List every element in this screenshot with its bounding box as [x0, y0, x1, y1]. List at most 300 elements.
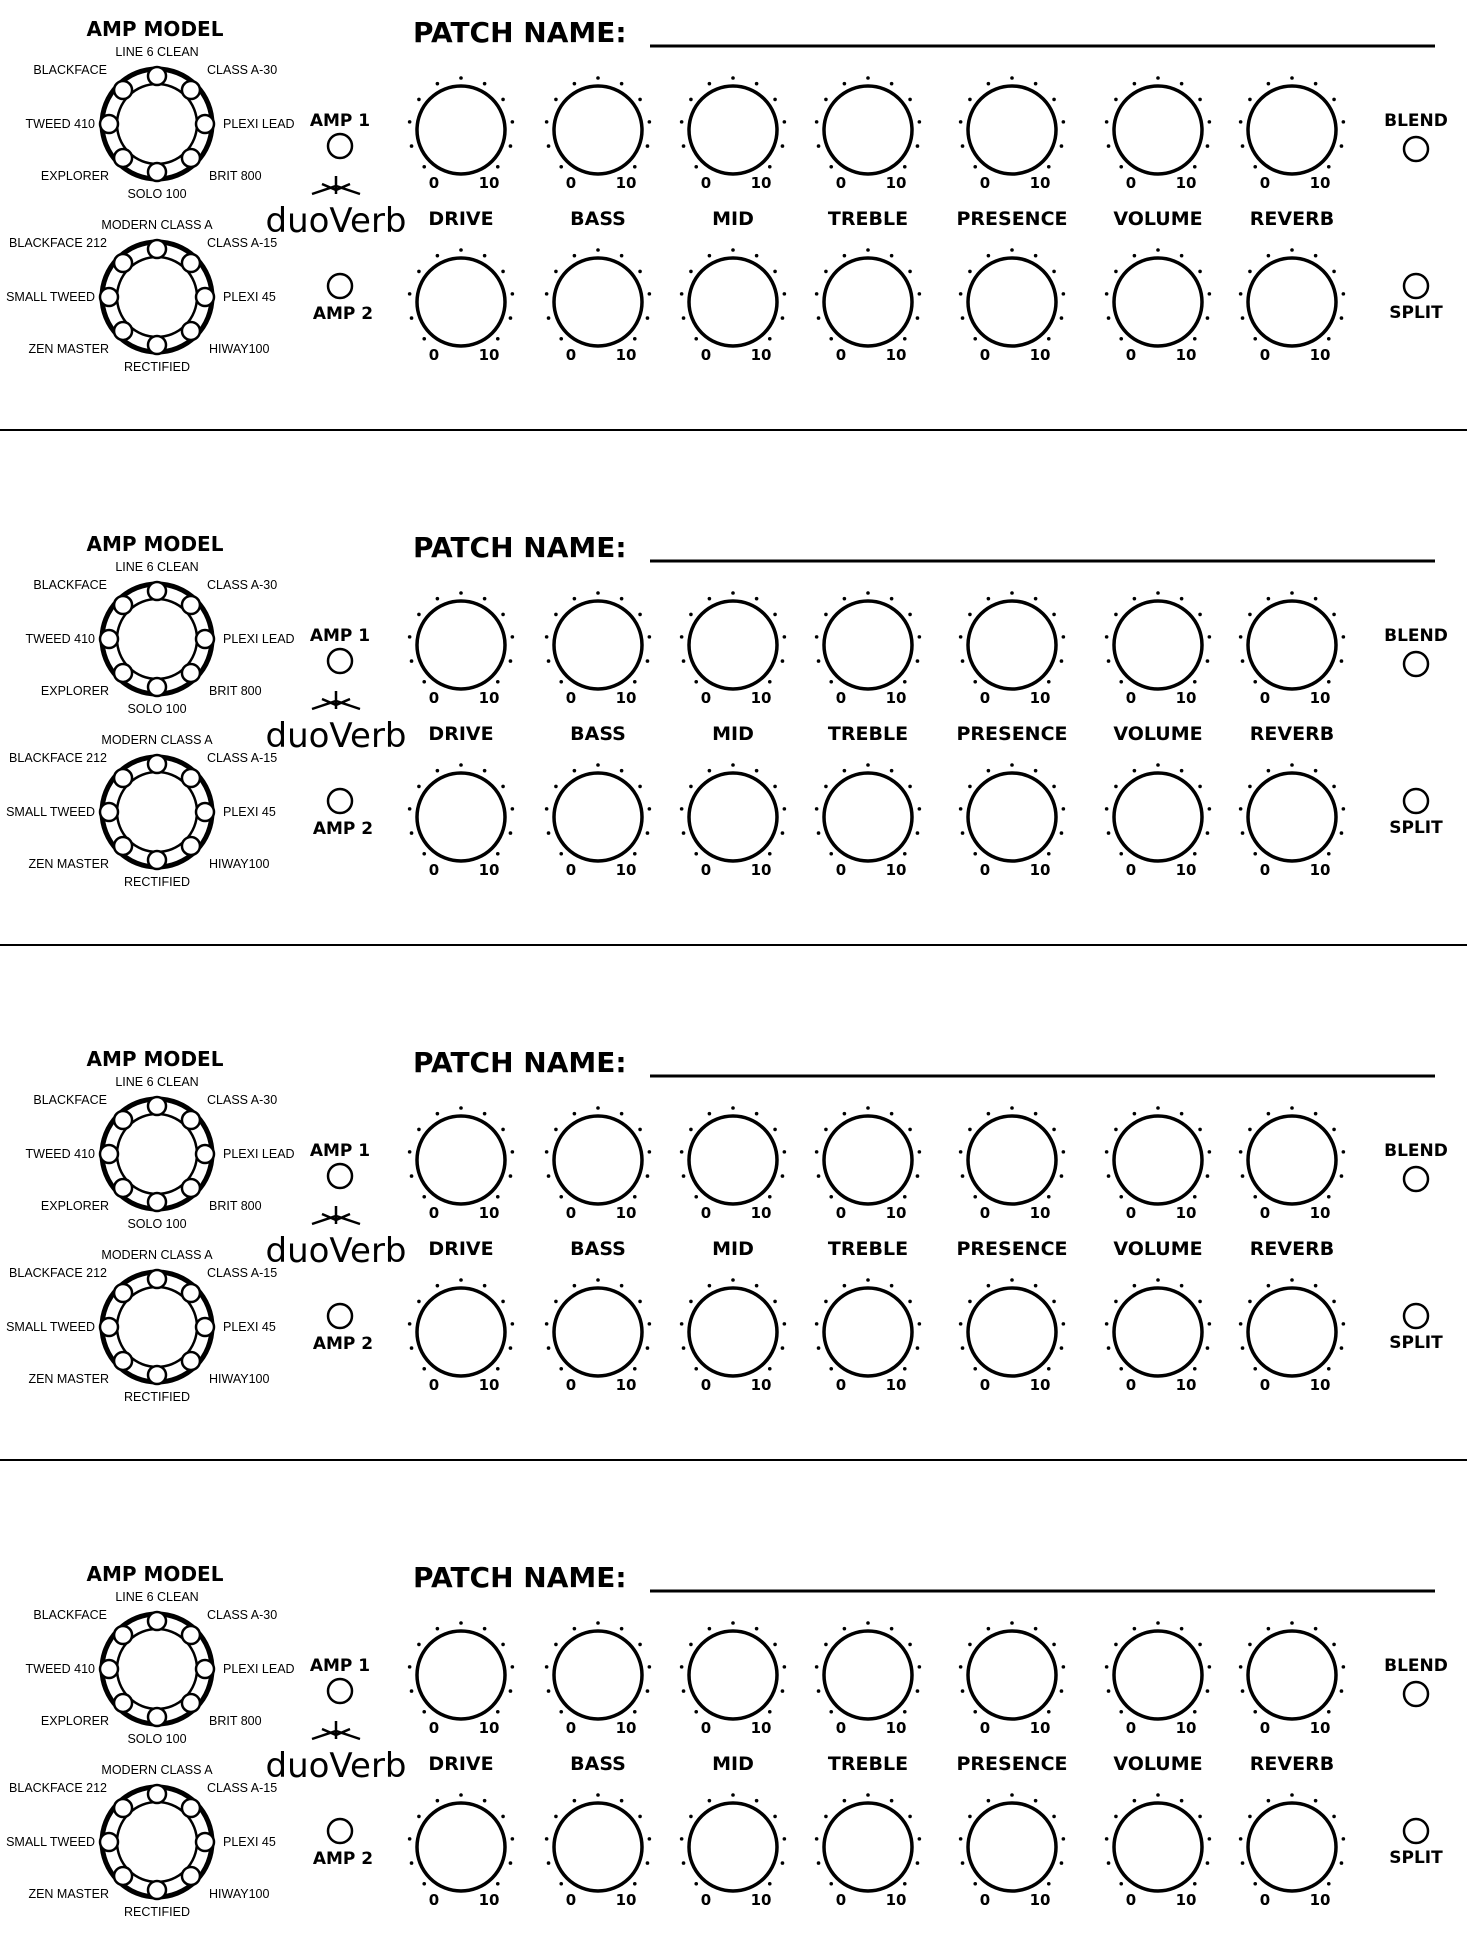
logo-text: duoVerb — [265, 201, 407, 241]
amp2-knob-drive[interactable] — [417, 773, 505, 861]
scale-tick — [1062, 1322, 1066, 1326]
scale-tick — [1327, 1195, 1331, 1199]
scale-tick — [1332, 1300, 1336, 1304]
scale-tick — [959, 807, 963, 811]
scale-tick — [1206, 144, 1210, 148]
scale-tick — [1208, 1837, 1212, 1841]
amp1-knob-treble[interactable] — [824, 601, 912, 689]
scale-tick — [731, 248, 735, 252]
scale-tick — [1206, 659, 1210, 663]
amp1-knob-mid[interactable] — [689, 601, 777, 689]
scale-min-label: 0 — [565, 1204, 577, 1222]
scale-tick — [829, 852, 833, 856]
amp2-model-selector-position[interactable] — [196, 1318, 214, 1336]
amp2-knob-bass[interactable] — [554, 1803, 642, 1891]
scale-tick — [459, 76, 463, 80]
amp1-model-selector-position[interactable] — [148, 1097, 166, 1115]
scale-tick — [408, 635, 412, 639]
amp2-model-selector-model-label: HIWAY100 — [209, 342, 270, 356]
scale-tick — [1198, 1643, 1202, 1647]
logo-text: duoVerb — [265, 1746, 407, 1786]
amp1-knob-bass[interactable] — [554, 86, 642, 174]
scale-tick — [496, 1710, 500, 1714]
scale-tick — [815, 807, 819, 811]
amp2-knob-presence[interactable] — [968, 258, 1056, 346]
scale-tick — [620, 1799, 624, 1803]
scale-tick — [1198, 270, 1202, 274]
amp2-knob-presence[interactable] — [968, 1803, 1056, 1891]
scale-min-label: 0 — [700, 861, 712, 879]
scale-tick — [459, 591, 463, 595]
scale-tick — [496, 1367, 500, 1371]
amp2-knob-reverb[interactable] — [1248, 258, 1336, 346]
amp1-model-selector-model-label: BRIT 800 — [209, 1714, 262, 1728]
amp1-knob-mid[interactable] — [689, 1631, 777, 1719]
scale-tick — [509, 1346, 513, 1350]
amp1-model-selector-position[interactable] — [148, 1193, 166, 1211]
amp2-model-selector-model-label: SMALL TWEED — [6, 290, 95, 304]
scale-tick — [1062, 1837, 1066, 1841]
scale-tick — [1156, 1106, 1160, 1110]
scale-tick — [987, 1799, 991, 1803]
amp1-label: AMP 1 — [309, 1141, 371, 1161]
scale-tick — [731, 1793, 735, 1797]
scale-tick — [1248, 1128, 1252, 1132]
scale-tick — [620, 1627, 624, 1631]
scale-tick — [633, 1367, 637, 1371]
amp1-led — [328, 649, 352, 673]
scale-tick — [1253, 1195, 1257, 1199]
amp2-knob-bass[interactable] — [554, 773, 642, 861]
amp2-model-selector-position[interactable] — [148, 1785, 166, 1803]
scale-tick — [987, 1112, 991, 1116]
scale-tick — [987, 1284, 991, 1288]
scale-tick — [1290, 248, 1294, 252]
amp2-model-selector-position[interactable] — [114, 1352, 132, 1370]
amp1-model-selector-model-label: LINE 6 CLEAN — [115, 560, 199, 574]
patch-name-label: PATCH NAME: — [413, 16, 627, 49]
scale-tick — [768, 1882, 772, 1886]
scale-tick — [1062, 292, 1066, 296]
scale-tick — [422, 1710, 426, 1714]
amp1-knob-treble[interactable] — [824, 1116, 912, 1204]
scale-tick — [596, 248, 600, 252]
scale-max-label: 10 — [1309, 174, 1331, 192]
amp1-knob-volume[interactable] — [1114, 1631, 1202, 1719]
amp1-model-selector-position[interactable] — [114, 1694, 132, 1712]
amp2-knob-volume[interactable] — [1114, 1803, 1202, 1891]
scale-tick — [1314, 1284, 1318, 1288]
scale-max-label: 10 — [478, 346, 500, 364]
scale-min-label: 0 — [979, 1891, 991, 1909]
scale-tick — [501, 1643, 505, 1647]
amp-model-title: AMP MODEL — [86, 1562, 224, 1586]
scale-tick — [866, 1793, 870, 1797]
amp2-model-selector-position[interactable] — [148, 851, 166, 869]
scale-tick — [646, 144, 650, 148]
scale-tick — [1105, 1322, 1109, 1326]
amp1-model-selector-position[interactable] — [196, 1145, 214, 1163]
amp2-knob-mid[interactable] — [689, 1803, 777, 1891]
amp1-knob-reverb[interactable] — [1248, 601, 1336, 689]
scale-tick — [1253, 1882, 1257, 1886]
amp1-model-selector-position[interactable] — [148, 163, 166, 181]
amp1-model-selector-position[interactable] — [148, 67, 166, 85]
amp2-knob-treble[interactable] — [824, 1803, 912, 1891]
amp1-model-selector-position[interactable] — [114, 1179, 132, 1197]
duoverb-logo — [265, 176, 406, 241]
amp1-knob-treble[interactable] — [824, 1631, 912, 1719]
scale-tick — [1342, 635, 1346, 639]
scale-tick — [1034, 1627, 1038, 1631]
scale-tick — [708, 1627, 712, 1631]
knob-label-treble: TREBLE — [827, 1238, 909, 1260]
scale-tick — [1206, 1174, 1210, 1178]
scale-tick — [1340, 1689, 1344, 1693]
scale-tick — [817, 831, 821, 835]
scale-tick — [648, 1322, 652, 1326]
amp2-model-selector-position[interactable] — [182, 254, 200, 272]
scale-tick — [573, 769, 577, 773]
scale-min-label: 0 — [1259, 346, 1271, 364]
amp1-knob-presence[interactable] — [968, 1631, 1056, 1719]
amp1-knob-mid[interactable] — [689, 1116, 777, 1204]
amp1-knob-reverb[interactable] — [1248, 1116, 1336, 1204]
scale-min-label: 0 — [979, 1719, 991, 1737]
scale-tick — [1342, 120, 1346, 124]
amp1-knob-volume[interactable] — [1114, 601, 1202, 689]
scale-tick — [1206, 1346, 1210, 1350]
amp1-model-selector-position[interactable] — [182, 81, 200, 99]
scale-tick — [1332, 270, 1336, 274]
amp2-knob-drive[interactable] — [417, 1803, 505, 1891]
split-led — [1404, 789, 1428, 813]
blend-label: BLEND — [1384, 111, 1448, 131]
scale-tick — [545, 635, 549, 639]
scale-tick — [968, 1300, 972, 1304]
amp1-model-selector-position[interactable] — [148, 582, 166, 600]
amp1-knob-reverb[interactable] — [1248, 86, 1336, 174]
scale-tick — [1047, 337, 1051, 341]
amp2-model-selector-position[interactable] — [196, 803, 214, 821]
scale-tick — [459, 1793, 463, 1797]
amp1-knob-drive[interactable] — [417, 1631, 505, 1719]
scale-tick — [815, 1322, 819, 1326]
scale-tick — [843, 254, 847, 258]
amp1-model-selector-position[interactable] — [196, 1660, 214, 1678]
logo-text: duoVerb — [265, 1231, 407, 1271]
scale-tick — [1047, 1367, 1051, 1371]
scale-tick — [633, 337, 637, 341]
scale-tick — [1253, 680, 1257, 684]
scale-tick — [1119, 1710, 1123, 1714]
amp2-knob-bass[interactable] — [554, 258, 642, 346]
scale-tick — [959, 1837, 963, 1841]
amp2-model-selector-position[interactable] — [196, 288, 214, 306]
patch-name-label: PATCH NAME: — [413, 1561, 627, 1594]
amp2-model-selector-position[interactable] — [148, 1881, 166, 1899]
amp2-model-selector-position[interactable] — [182, 837, 200, 855]
scale-tick — [918, 1322, 922, 1326]
scale-tick — [781, 659, 785, 663]
amp1-knob-presence[interactable] — [968, 86, 1056, 174]
amp1-model-selector-position[interactable] — [114, 664, 132, 682]
scale-tick — [815, 120, 819, 124]
scale-tick — [680, 635, 684, 639]
amp1-model-selector-position[interactable] — [100, 1145, 118, 1163]
amp2-model-selector-position[interactable] — [196, 1833, 214, 1851]
amp1-knob-bass[interactable] — [554, 601, 642, 689]
amp1-knob-treble[interactable] — [824, 86, 912, 174]
amp1-model-selector-model-label: EXPLORER — [40, 684, 109, 698]
amp1-model-selector-position[interactable] — [196, 630, 214, 648]
amp1-knob-bass[interactable] — [554, 1116, 642, 1204]
amp1-model-selector-position[interactable] — [114, 1626, 132, 1644]
amp1-model-selector-position[interactable] — [114, 81, 132, 99]
amp1-knob-drive[interactable] — [417, 1116, 505, 1204]
amp2-knob-bass[interactable] — [554, 1288, 642, 1376]
amp2-knob-presence[interactable] — [968, 1288, 1056, 1376]
amp1-led — [328, 134, 352, 158]
amp2-knob-reverb[interactable] — [1248, 1288, 1336, 1376]
amp1-model-selector-model-label: BLACKFACE — [33, 1093, 107, 1107]
scale-tick — [545, 292, 549, 296]
amp1-model-selector-position[interactable] — [100, 630, 118, 648]
knob-label-reverb: REVERB — [1249, 723, 1335, 745]
scale-tick — [694, 680, 698, 684]
scale-tick — [843, 769, 847, 773]
amp1-knob-presence[interactable] — [968, 601, 1056, 689]
amp2-model-selector-position[interactable] — [114, 254, 132, 272]
scale-tick — [1010, 248, 1014, 252]
amp2-model-selector-position[interactable] — [182, 322, 200, 340]
amp1-knob-volume[interactable] — [1114, 1116, 1202, 1204]
scale-tick — [1034, 597, 1038, 601]
amp1-knob-mid[interactable] — [689, 86, 777, 174]
scale-tick — [903, 1710, 907, 1714]
scale-tick — [682, 831, 686, 835]
scale-tick — [1342, 1665, 1346, 1669]
amp1-model-selector-position[interactable] — [114, 1111, 132, 1129]
scale-min-label: 0 — [428, 1204, 440, 1222]
scale-max-label: 10 — [1029, 861, 1051, 879]
amp1-model-selector-position[interactable] — [182, 1111, 200, 1129]
amp2-knob-treble[interactable] — [824, 773, 912, 861]
scale-tick — [1114, 613, 1118, 617]
amp2-knob-drive[interactable] — [417, 1288, 505, 1376]
scale-tick — [890, 1112, 894, 1116]
scale-tick — [755, 597, 759, 601]
amp1-knob-drive[interactable] — [417, 601, 505, 689]
amp2-knob-volume[interactable] — [1114, 773, 1202, 861]
scale-tick — [1253, 1710, 1257, 1714]
scale-tick — [1047, 680, 1051, 684]
amp1-model-selector-position[interactable] — [182, 1694, 200, 1712]
scale-max-label: 10 — [750, 1376, 772, 1394]
amp2-model-selector-model-label: BLACKFACE 212 — [9, 1781, 107, 1795]
scale-tick — [866, 591, 870, 595]
scale-tick — [1314, 597, 1318, 601]
amp2-model-selector-position[interactable] — [182, 1799, 200, 1817]
amp1-knob-reverb[interactable] — [1248, 1631, 1336, 1719]
scale-tick — [545, 1665, 549, 1669]
amp1-model-selector-position[interactable] — [100, 1660, 118, 1678]
scale-tick — [1248, 270, 1252, 274]
amp1-model-selector-position[interactable] — [114, 596, 132, 614]
scale-tick — [408, 292, 412, 296]
knob-label-volume: VOLUME — [1113, 1238, 1203, 1260]
amp2-model-selector-position[interactable] — [182, 1352, 200, 1370]
scale-tick — [973, 1710, 977, 1714]
amp2-model-selector-position[interactable] — [182, 1867, 200, 1885]
blend-led — [1404, 1167, 1428, 1191]
amp2-knob-volume[interactable] — [1114, 1288, 1202, 1376]
scale-tick — [1239, 1150, 1243, 1154]
amp1-model-selector-position[interactable] — [114, 149, 132, 167]
amp2-model-selector-position[interactable] — [182, 769, 200, 787]
amp1-model-selector-model-label: LINE 6 CLEAN — [115, 1075, 199, 1089]
scale-tick — [408, 1322, 412, 1326]
scale-tick — [596, 591, 600, 595]
scale-tick — [682, 659, 686, 663]
amp2-knob-mid[interactable] — [689, 773, 777, 861]
scale-tick — [961, 1689, 965, 1693]
scale-tick — [1327, 680, 1331, 684]
amp2-knob-drive[interactable] — [417, 258, 505, 346]
amp2-model-selector-model-label: CLASS A-15 — [207, 236, 278, 250]
amp2-led — [328, 789, 352, 813]
amp2-knob-reverb[interactable] — [1248, 773, 1336, 861]
amp2-knob-treble[interactable] — [824, 1288, 912, 1376]
scale-tick — [783, 1150, 787, 1154]
scale-tick — [689, 270, 693, 274]
amp1-model-selector-position[interactable] — [196, 115, 214, 133]
amp2-model-selector-position[interactable] — [148, 755, 166, 773]
scale-tick — [1206, 1861, 1210, 1865]
scale-tick — [694, 1710, 698, 1714]
amp2-knob-presence[interactable] — [968, 773, 1056, 861]
amp2-model-selector-position[interactable] — [114, 322, 132, 340]
amp1-model-selector-position[interactable] — [148, 1708, 166, 1726]
amp1-model-selector-position[interactable] — [182, 149, 200, 167]
amp1-model-selector-position[interactable] — [182, 1626, 200, 1644]
scale-tick — [1047, 1882, 1051, 1886]
amp1-led — [328, 1679, 352, 1703]
amp2-knob-volume[interactable] — [1114, 258, 1202, 346]
amp1-model-selector-position[interactable] — [148, 678, 166, 696]
scale-max-label: 10 — [750, 689, 772, 707]
scale-tick — [509, 144, 513, 148]
scale-min-label: 0 — [1259, 861, 1271, 879]
scale-tick — [1034, 769, 1038, 773]
scale-tick — [410, 144, 414, 148]
amp1-model-selector-position[interactable] — [148, 1612, 166, 1630]
amp1-knob-bass[interactable] — [554, 1631, 642, 1719]
amp1-model-selector-position[interactable] — [182, 596, 200, 614]
patch-panel — [6, 1561, 1448, 1919]
scale-tick — [918, 635, 922, 639]
scale-tick — [459, 1106, 463, 1110]
scale-tick — [633, 165, 637, 169]
scale-tick — [422, 852, 426, 856]
scale-tick — [708, 82, 712, 86]
scale-tick — [511, 1665, 515, 1669]
scale-tick — [511, 1150, 515, 1154]
scale-tick — [1208, 635, 1212, 639]
amp2-model-selector-position[interactable] — [114, 1284, 132, 1302]
scale-tick — [755, 1799, 759, 1803]
scale-tick — [973, 1367, 977, 1371]
amp2-model-selector-position[interactable] — [100, 288, 118, 306]
amp2-model-selector-position[interactable] — [100, 1833, 118, 1851]
scale-tick — [773, 1300, 777, 1304]
amp1-model-selector-position[interactable] — [182, 664, 200, 682]
amp2-knob-mid[interactable] — [689, 258, 777, 346]
amp2-model-selector-position[interactable] — [100, 1318, 118, 1336]
scale-tick — [1248, 785, 1252, 789]
scale-tick — [1107, 1174, 1111, 1178]
scale-min-label: 0 — [700, 1719, 712, 1737]
scale-min-label: 0 — [835, 1376, 847, 1394]
amp2-model-selector-position[interactable] — [182, 1284, 200, 1302]
amp1-knob-presence[interactable] — [968, 1116, 1056, 1204]
scale-tick — [483, 1112, 487, 1116]
scale-tick — [731, 1106, 735, 1110]
amp1-model-selector-position[interactable] — [100, 115, 118, 133]
scale-tick — [1290, 1278, 1294, 1282]
scale-tick — [908, 613, 912, 617]
amp1-model-selector-position[interactable] — [182, 1179, 200, 1197]
amp2-model-selector-position[interactable] — [148, 1366, 166, 1384]
amp1-label: AMP 1 — [309, 111, 371, 131]
amp2-model-selector-position[interactable] — [114, 769, 132, 787]
knob-label-reverb: REVERB — [1249, 208, 1335, 230]
amp2-model-selector-position[interactable] — [148, 240, 166, 258]
amp2-model-selector-model-label: CLASS A-15 — [207, 1781, 278, 1795]
scale-tick — [783, 1837, 787, 1841]
knob-label-bass: BASS — [570, 723, 626, 745]
scale-max-label: 10 — [1175, 1204, 1197, 1222]
amp2-knob-treble[interactable] — [824, 258, 912, 346]
amp2-knob-mid[interactable] — [689, 1288, 777, 1376]
amp2-model-selector-position[interactable] — [100, 803, 118, 821]
amp1-knob-drive[interactable] — [417, 86, 505, 174]
scale-tick — [829, 165, 833, 169]
amp2-model-selector-position[interactable] — [114, 1799, 132, 1817]
amp2-model-selector-position[interactable] — [148, 336, 166, 354]
scale-tick — [1290, 1106, 1294, 1110]
scale-tick — [417, 613, 421, 617]
scale-tick — [918, 1150, 922, 1154]
scale-tick — [1248, 1643, 1252, 1647]
amp2-model-selector-position[interactable] — [148, 1270, 166, 1288]
split-label: SPLIT — [1389, 1333, 1443, 1353]
scale-tick — [547, 659, 551, 663]
scale-tick — [689, 785, 693, 789]
amp1-knob-volume[interactable] — [1114, 86, 1202, 174]
amp2-knob-reverb[interactable] — [1248, 1803, 1336, 1891]
scale-tick — [417, 1128, 421, 1132]
scale-tick — [545, 1837, 549, 1841]
amp2-model-selector-position[interactable] — [114, 1867, 132, 1885]
scale-tick — [1047, 165, 1051, 169]
scale-tick — [1034, 82, 1038, 86]
scale-tick — [1241, 1689, 1245, 1693]
amp2-model-selector-position[interactable] — [114, 837, 132, 855]
amp1-model-selector-model-label: LINE 6 CLEAN — [115, 45, 199, 59]
scale-max-label: 10 — [1309, 1376, 1331, 1394]
scale-tick — [1267, 597, 1271, 601]
